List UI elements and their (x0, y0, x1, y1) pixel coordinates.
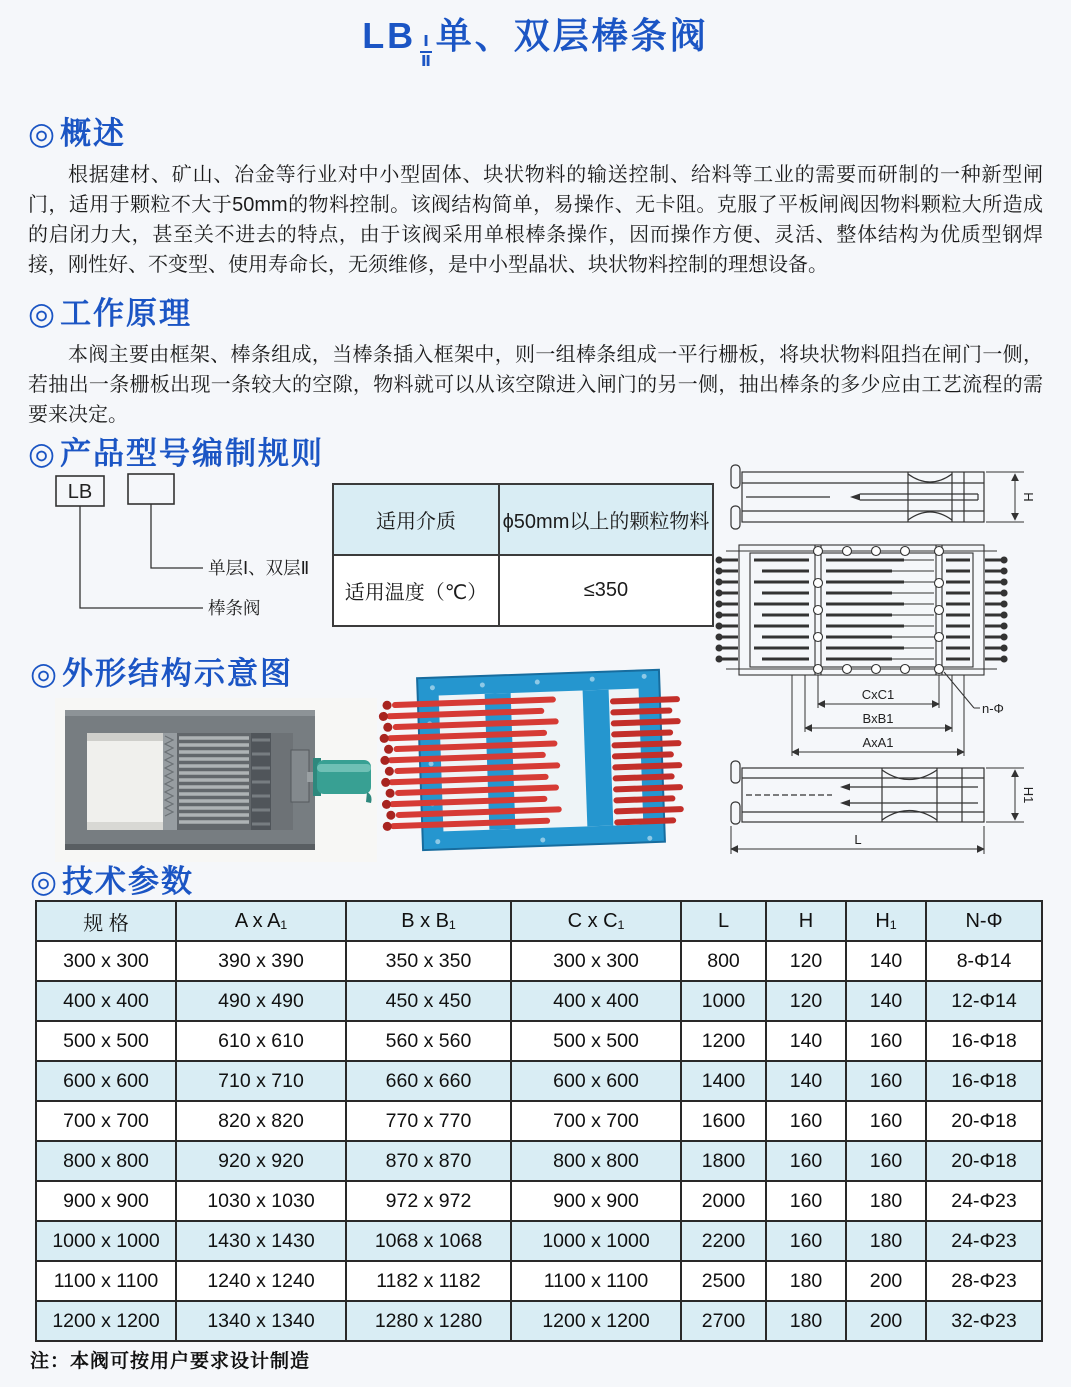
valve-3d-render (375, 660, 705, 865)
column-header: B x B₁ (346, 901, 511, 941)
table-cell: 140 (766, 1061, 846, 1101)
table-cell: 920 x 920 (176, 1141, 346, 1181)
table-cell: 2500 (681, 1261, 766, 1301)
table-cell: 800 (681, 941, 766, 981)
section-bullet-icon: ◎ (30, 656, 60, 691)
table-cell: 600 x 600 (36, 1061, 176, 1101)
table-cell: 700 x 700 (511, 1101, 681, 1141)
table-cell: 28-Φ23 (926, 1261, 1042, 1301)
table-cell: 900 x 900 (36, 1181, 176, 1221)
title-fraction-bottom: Ⅱ (421, 52, 431, 70)
table-cell: 1340 x 1340 (176, 1301, 346, 1341)
table-row (36, 1141, 1042, 1181)
table-row (36, 1221, 1042, 1261)
section-heading-outline (30, 648, 293, 693)
table-cell: 1280 x 1280 (346, 1301, 511, 1341)
table-cell: 1800 (681, 1141, 766, 1181)
table-cell: 660 x 660 (346, 1061, 511, 1101)
table-cell: 180 (766, 1261, 846, 1301)
valve-frame (65, 710, 315, 850)
table-cell: 20-Φ18 (926, 1141, 1042, 1181)
table-cell: 180 (846, 1221, 926, 1261)
table-cell: 1100 x 1100 (36, 1261, 176, 1301)
title-fraction-top: Ⅰ (420, 34, 432, 53)
table-cell: 1200 (681, 1021, 766, 1061)
table-cell: 450 x 450 (346, 981, 511, 1021)
table-cell: 1100 x 1100 (511, 1261, 681, 1301)
table-cell: 24-Φ23 (926, 1181, 1042, 1221)
bar-grid (179, 738, 249, 822)
dim-label-a: AxA1 (862, 735, 894, 750)
column-header: C x C₁ (511, 901, 681, 941)
dim-label-l: L (854, 832, 862, 847)
overview-paragraph: 根据建材、矿山、冶金等行业对中小型固体、块状物料的输送控制、给料等工业的需要而研制的一种新型闸门，适用于颗粒不大于50mm的物料控制。该阀结构简单，易操作、无卡阻。克服了平板闸阀因物料颗粒大所造成的启闭力大，甚至关不进去的特点，由于该阀采用单根棒条操作，因而操作方便、灵活、整体结构为优质型钢焊接，刚性好、不变型、使用寿命长，无须维修，是中小型晶状、块状物料控制的理想设备。 (28, 164, 1043, 276)
table-cell: 770 x 770 (346, 1101, 511, 1141)
table-row (333, 484, 713, 555)
column-header: L (681, 901, 766, 941)
table-cell: 900 x 900 (511, 1181, 681, 1221)
table-cell: 200 (846, 1261, 926, 1301)
plan-view (719, 545, 1004, 675)
table-cell: 600 x 600 (511, 1061, 681, 1101)
table-cell: 160 (846, 1021, 926, 1061)
table-cell: 400 x 400 (511, 981, 681, 1021)
table-cell: 500 x 500 (36, 1021, 176, 1061)
table-cell: 2700 (681, 1301, 766, 1341)
dim-h1-lines (986, 768, 1024, 822)
table-cell: 800 x 800 (36, 1141, 176, 1181)
principle-paragraph: 本阀主要由框架、棒条组成，当棒条插入框架中，则一组棒条组成一平行栅板，将块状物料阻挡在闸门一侧，若抽出一条栅板出现一条较大的空隙，物料就可以从该空隙进入闸门的另一侧，抽出棒条的多少应由工艺流程的需要来决定。 (28, 344, 1043, 426)
title-prefix: LB (362, 15, 417, 56)
table-cell: 610 x 610 (176, 1021, 346, 1061)
section-heading-tech (30, 856, 194, 901)
table-cell: 1000 (681, 981, 766, 1021)
spec-label: 适用介质 (333, 484, 499, 555)
table-cell: 160 (846, 1141, 926, 1181)
table-row (36, 1181, 1042, 1221)
side-view-top (731, 465, 984, 529)
table-row (333, 555, 713, 626)
section-bullet-icon: ◎ (28, 436, 58, 471)
section-heading-text: 工作原理 (60, 296, 193, 331)
table-cell: 490 x 490 (176, 981, 346, 1021)
table-cell: 32-Φ23 (926, 1301, 1042, 1341)
section-heading-model-rule (28, 428, 324, 473)
table-row (36, 1261, 1042, 1301)
spec-value: ϕ50mm以上的颗粒物料 (499, 484, 713, 555)
tech-table-head-row (36, 901, 1042, 941)
table-cell: 140 (766, 1021, 846, 1061)
table-row (36, 1021, 1042, 1061)
table-cell: 160 (766, 1141, 846, 1181)
table-cell: 160 (766, 1181, 846, 1221)
tech-table (35, 900, 1043, 1342)
table-cell: 300 x 300 (36, 941, 176, 981)
table-cell: 1430 x 1430 (176, 1221, 346, 1261)
column-header: H (766, 901, 846, 941)
table-cell: 180 (846, 1181, 926, 1221)
dimension-drawing (712, 450, 1070, 872)
table-row (36, 1061, 1042, 1101)
column-header: N-Φ (926, 901, 1042, 941)
table-cell: 560 x 560 (346, 1021, 511, 1061)
dim-label-n: n-Φ (982, 701, 1004, 716)
table-cell: 160 (846, 1101, 926, 1141)
table-cell: 972 x 972 (346, 1181, 511, 1221)
side-view-bottom (731, 761, 984, 824)
column-header: H₁ (846, 901, 926, 941)
table-cell: 180 (766, 1301, 846, 1341)
table-cell: 1182 x 1182 (346, 1261, 511, 1301)
dim-label-h: H (1021, 492, 1036, 502)
table-cell: 1000 x 1000 (511, 1221, 681, 1261)
table-cell: 160 (846, 1061, 926, 1101)
table-row (36, 1301, 1042, 1341)
dim-label-h1: H1 (1021, 786, 1036, 804)
model-code-connectors (80, 504, 203, 608)
title-roman-fraction (420, 34, 432, 70)
column-header: A x A₁ (176, 901, 346, 941)
table-row (36, 981, 1042, 1021)
bar-grid-left (754, 560, 809, 659)
model-code-diagram (40, 470, 332, 632)
tech-table-body (36, 941, 1042, 1341)
table-cell: 120 (766, 981, 846, 1021)
dim-label-b: BxB1 (862, 711, 894, 726)
bar-grid-right (946, 560, 970, 659)
table-cell: 1000 x 1000 (36, 1221, 176, 1261)
table-cell: 350 x 350 (346, 941, 511, 981)
section-heading-text: 产品型号编制规则 (60, 436, 325, 471)
model-label-layers: 单层Ⅰ、双层Ⅱ (208, 558, 310, 578)
column-header: 规 格 (36, 901, 176, 941)
spec-value: ≤350 (499, 555, 713, 626)
table-cell: 400 x 400 (36, 981, 176, 1021)
table-cell: 160 (766, 1221, 846, 1261)
table-cell: 1200 x 1200 (511, 1301, 681, 1341)
page-title (0, 8, 1071, 70)
table-cell: 820 x 820 (176, 1101, 346, 1141)
table-cell: 200 (846, 1301, 926, 1341)
spec-table (332, 483, 714, 627)
bolt-holes (814, 547, 944, 674)
spec-label: 适用温度（℃） (333, 555, 499, 626)
table-cell: 800 x 800 (511, 1141, 681, 1181)
section-bullet-icon: ◎ (28, 116, 58, 151)
dim-label-c: CxC1 (861, 687, 895, 702)
table-cell: 8-Φ14 (926, 941, 1042, 981)
table-cell: 1400 (681, 1061, 766, 1101)
table-cell: 140 (846, 981, 926, 1021)
section-heading-text: 技术参数 (62, 864, 195, 899)
footer-note: 注：本阀可按用户要求设计制造 (30, 1351, 311, 1372)
section-bullet-icon: ◎ (28, 296, 58, 331)
table-cell: 20-Φ18 (926, 1101, 1042, 1141)
table-cell: 300 x 300 (511, 941, 681, 981)
table-cell: 140 (846, 941, 926, 981)
dim-h-lines (986, 472, 1024, 522)
table-cell: 870 x 870 (346, 1141, 511, 1181)
section-heading-principle (28, 288, 192, 333)
table-cell: 120 (766, 941, 846, 981)
table-cell: 710 x 710 (176, 1061, 346, 1101)
table-cell: 1240 x 1240 (176, 1261, 346, 1301)
table-cell: 16-Φ18 (926, 1021, 1042, 1061)
section-heading-text: 外形结构示意图 (62, 656, 294, 691)
section-heading-overview (28, 108, 126, 153)
section-heading-text: 概述 (60, 116, 127, 151)
table-cell: 1600 (681, 1101, 766, 1141)
table-row (36, 1101, 1042, 1141)
table-cell: 1068 x 1068 (346, 1221, 511, 1261)
section-bullet-icon: ◎ (30, 864, 60, 899)
table-cell: 24-Φ23 (926, 1221, 1042, 1261)
table-cell: 1030 x 1030 (176, 1181, 346, 1221)
valve-photo (55, 698, 377, 862)
table-cell: 700 x 700 (36, 1101, 176, 1141)
table-cell: 2000 (681, 1181, 766, 1221)
table-cell: 1200 x 1200 (36, 1301, 176, 1341)
table-cell: 12-Φ14 (926, 981, 1042, 1021)
title-suffix: 单、双层棒条阀 (435, 15, 709, 56)
table-cell: 500 x 500 (511, 1021, 681, 1061)
bar-grid-center (826, 560, 904, 659)
table-cell: 160 (766, 1101, 846, 1141)
table-cell: 2200 (681, 1221, 766, 1261)
table-cell: 390 x 390 (176, 941, 346, 981)
model-code-prefix: LB (67, 481, 93, 503)
table-row (36, 941, 1042, 981)
table-cell: 16-Φ18 (926, 1061, 1042, 1101)
model-label-valve: 棒条阀 (208, 598, 261, 618)
